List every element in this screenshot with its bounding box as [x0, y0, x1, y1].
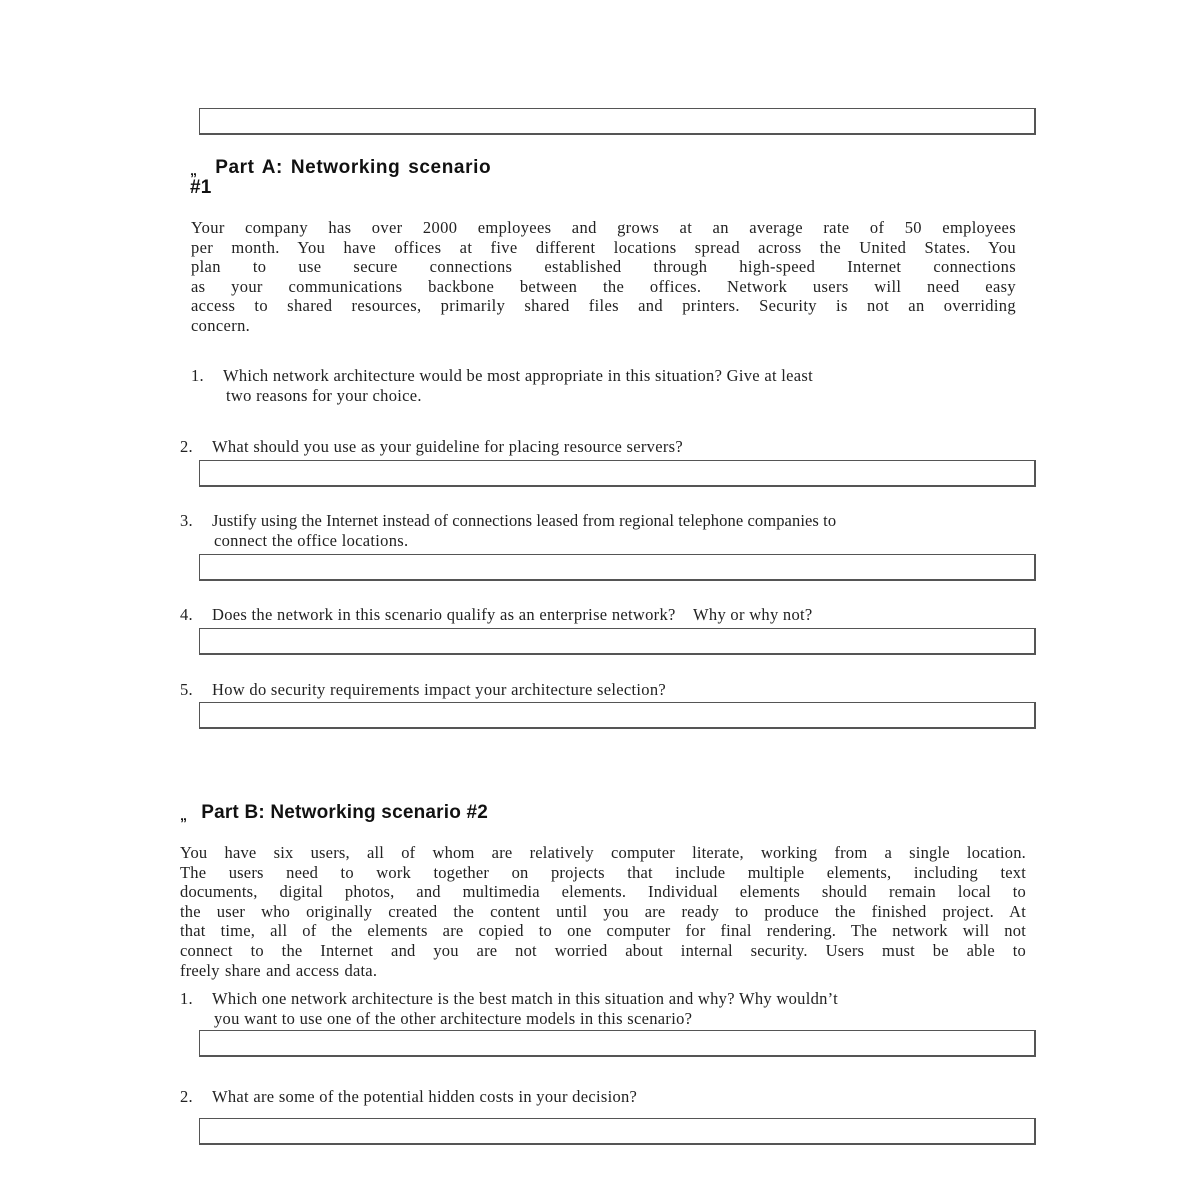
question-text: Justify using the Internet instead of connections leased from regional telephone companies to — [212, 511, 837, 530]
answer-box-part-a-q3[interactable] — [199, 554, 1036, 581]
part-b-question-1 — [180, 989, 1030, 1028]
part-a-question-5 — [180, 680, 1030, 700]
heading-bullet-icon: „ — [180, 807, 188, 823]
question-text: How do security requirements impact your architecture selection? — [212, 680, 666, 699]
scenario-line: You have six users, all of whom are relatively computer literate, working from a single location. — [180, 843, 1026, 862]
part-a-heading-text: Part A: Networking scenario — [215, 157, 492, 178]
scenario-line: as your communications backbone between the offices. Network users will need easy — [191, 276, 1016, 296]
part-a-heading-number: #1 — [190, 177, 212, 198]
question-text: Does the network in this scenario qualify as an enterprise network? Why or why not? — [212, 605, 813, 624]
scenario-line: freely share and access data. — [180, 960, 378, 980]
part-a-heading — [190, 158, 491, 198]
question-text: What are some of the potential hidden costs in your decision? — [212, 1087, 638, 1106]
scenario-line: Your company has over 2000 employees and grows at an average rate of 50 employees — [191, 218, 1016, 237]
answer-box-part-b-q2[interactable] — [199, 1118, 1036, 1145]
answer-box-part-b-q1[interactable] — [199, 1030, 1036, 1057]
scenario-line: documents, digital photos, and multimedia elements. Individual elements should remain local to — [180, 882, 1026, 902]
part-a-question-2 — [180, 437, 1020, 457]
answer-box-part-a-q2[interactable] — [199, 460, 1036, 487]
part-b-question-2 — [180, 1087, 1030, 1107]
part-a-question-1 — [191, 366, 1011, 405]
question-number: 1. — [191, 366, 204, 385]
part-a-scenario — [191, 218, 1016, 336]
question-number: 1. — [180, 989, 193, 1008]
scenario-line: connect to the Internet and you are not worried about internal security. Users must be able to — [180, 940, 1026, 960]
scenario-line: concern. — [191, 315, 251, 335]
question-text-cont: connect the office locations. — [214, 530, 409, 550]
scenario-line: per month. You have offices at five different locations spread across the United States. You — [191, 237, 1016, 257]
question-text-cont: you want to use one of the other architecture models in this scenario? — [214, 1008, 693, 1028]
scenario-line: that time, all of the elements are copied to one computer for final rendering. The network will not — [180, 921, 1026, 941]
scenario-line: plan to use secure connections established through high-speed Internet connections — [191, 257, 1016, 277]
part-b-heading — [180, 803, 488, 823]
answer-box-previous[interactable] — [199, 108, 1036, 135]
question-number: 4. — [180, 605, 193, 624]
question-number: 5. — [180, 680, 193, 699]
answer-box-part-a-q4[interactable] — [199, 628, 1036, 655]
question-text: Which one network architecture is the best match in this situation and why? Why wouldn’t — [212, 989, 839, 1008]
answer-box-part-a-q5[interactable] — [199, 702, 1036, 729]
part-a-question-3 — [180, 511, 1030, 550]
question-text: Which network architecture would be most appropriate in this situation? Give at least — [223, 366, 813, 385]
scenario-line: access to shared resources, primarily shared files and printers. Security is not an overriding — [191, 296, 1016, 316]
question-number: 2. — [180, 1087, 193, 1106]
scenario-line: the user who originally created the content until you are ready to produce the finished project. At — [180, 901, 1026, 921]
part-a-question-4 — [180, 605, 1030, 625]
part-b-scenario — [180, 843, 1026, 980]
scenario-line: The users need to work together on projects that include multiple elements, including text — [180, 862, 1026, 882]
heading-bullet-icon: „ — [190, 162, 198, 178]
question-number: 3. — [180, 511, 193, 530]
question-number: 2. — [180, 437, 193, 456]
part-b-heading-text: Part B: Networking scenario #2 — [201, 802, 489, 823]
question-text: What should you use as your guideline for placing resource servers? — [212, 437, 683, 456]
question-text-cont: two reasons for your choice. — [226, 385, 422, 405]
